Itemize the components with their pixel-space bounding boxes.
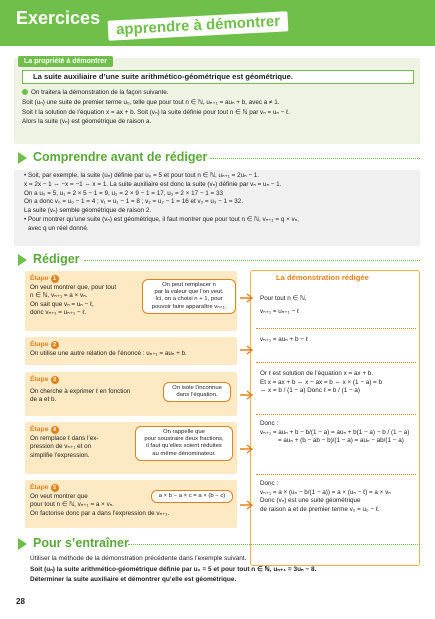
rediger-heading: Rédiger xyxy=(18,252,80,266)
step-5 xyxy=(25,480,237,528)
demo-divider xyxy=(256,474,416,475)
header-title: Exercices xyxy=(16,8,101,28)
demo-step-4: Donc : vₙ₊₁ = auₙ + b − b/(1 − a) = auₙ + b(1 − a) − b / (1 − a) = auₙ + (b − ab − b)/(1 − a) = auₙ − ab/(1 − a) xyxy=(260,420,410,445)
comprendre-line: On a u₀ = 5, u₁ = 2 × 5 − 1 = 9, u₂ = 2 × 9 − 1 = 17, u₃ = 2 × 17 − 1 = 33 xyxy=(24,189,223,197)
property-tag: La propriété à démontrer xyxy=(18,56,113,67)
comprendre-text xyxy=(24,172,416,234)
property-line: Soit ℓ la solution de l’équation x = ax + b. Soit (vₙ) la suite définie pour tout n ∈ ℕ par vₙ = uₙ − ℓ. xyxy=(22,108,290,116)
demo-divider xyxy=(256,414,416,415)
property-line: Alors la suite (vₙ) est géométrique de raison a. xyxy=(22,118,152,126)
comprendre-line: On a donc v₀ = u₀ − 1 = 4 ; v₁ = u₁ − 1 = 8 ; v₂ = u₂ − 1 = 16 et v₃ = u₃ − 1 = 32. xyxy=(24,198,244,206)
comprendre-line: La suite (vₙ) semble géométrique de raison 2. xyxy=(24,207,152,215)
demo-divider xyxy=(256,328,416,329)
property-line: Soit (uₙ) une suite de premier terme u₀, telle que pour tout n ∈ ℕ, uₙ₊₁ = auₙ + b, avec a ≠ 1. xyxy=(22,98,280,106)
demo-step-3: Or ℓ est solution de l’équation x = ax + b. Et x = ax + b ⇔ x − ax = b ⇔ x × (1 − a) = b ⇔ x = b / (1 − a) Donc ℓ = b / (1 − a) xyxy=(260,370,382,395)
step-1 xyxy=(25,271,237,331)
demo-step-1: Pour tout n ∈ ℕ, vₙ₊₁ = uₙ₊₁ − ℓ xyxy=(260,295,307,315)
triangle-icon xyxy=(18,254,27,266)
property-statement: La suite auxiliaire d’une suite arithmético-géométrique est géométrique. xyxy=(22,70,414,84)
step-text: On veut montrer que, pour tout n ∈ ℕ, vₙ₊₁ = a × vₙ. On sait que vₙ = uₙ − ℓ, donc vₙ₊₁ = uₙ₊₁ − ℓ. xyxy=(30,284,117,317)
arrow-icon xyxy=(240,500,254,510)
property-line: On traitera la démonstration de la façon suivante. xyxy=(22,88,414,98)
entrainer-exercise: Soit (uₙ) la suite arithmético-géométrique définie par u₀ = 5 et pour tout n ∈ ℕ, uₙ₊₁ = 3uₙ − 8. xyxy=(30,565,317,573)
demo-title: La démonstration rédigée xyxy=(276,273,369,282)
bullet-icon xyxy=(22,89,28,95)
step-3 xyxy=(25,372,237,416)
demo-step-2: vₙ₊₁ = auₙ + b − ℓ xyxy=(260,336,308,343)
comprendre-line: x = 2x − 1 ⇔ −x = −1 ⇔ x = 1. La suite auxiliaire est donc la suite (vₙ) définie par vₙ = uₙ − 1. xyxy=(24,180,282,188)
step-text: On veut montrer que pour tout n ∈ ℕ, vₙ₊₁ = a × vₙ. On factorise donc par a dans l’expression de vₙ₊₁. xyxy=(30,493,170,517)
entrainer-heading: Pour s’entraîner xyxy=(18,536,129,550)
step-label: Étape 3 xyxy=(30,376,59,384)
section-divider xyxy=(128,544,420,545)
section-divider xyxy=(84,260,420,261)
step-label: Étape 2 xyxy=(30,341,59,349)
arrow-icon xyxy=(240,390,254,400)
triangle-icon xyxy=(18,152,27,164)
arrow-icon xyxy=(240,293,254,303)
comprendre-line: • Soit, par exemple, la suite (uₙ) définie par u₀ = 5 et pour tout n ∈ ℕ, uₙ₊₁ = 2uₙ − 1. xyxy=(24,172,260,179)
step-note: On isole l’inconnue dans l’équation. xyxy=(163,382,231,402)
step-4 xyxy=(25,422,237,474)
entrainer-text xyxy=(30,554,418,586)
step-text: On utilise une autre relation de l’énoncé : uₙ₊₁ = auₙ + b. xyxy=(30,350,187,357)
triangle-icon xyxy=(18,538,27,550)
step-text: On cherche à exprimer ℓ en fonction de a et b. xyxy=(30,388,131,404)
comprendre-heading: Comprendre avant de rédiger xyxy=(18,150,207,164)
step-label: Étape 1 xyxy=(30,275,59,283)
demo-divider xyxy=(256,362,416,363)
header-subtitle: apprendre à démontrer xyxy=(107,10,290,42)
step-label: Étape 5 xyxy=(30,484,59,492)
arrow-icon xyxy=(240,444,254,454)
step-note: On rappelle que pour soustraire deux fractions, il faut qu’elles soient réduites au même dénominateur. xyxy=(135,426,233,461)
step-label: Étape 4 xyxy=(30,426,59,434)
step-2 xyxy=(25,337,237,365)
step-note: On peut remplacer n par la valeur que l’on veut. Ici, on a choisi n + 1, pour pouvoir faire apparaître vₙ₊₁. xyxy=(142,279,236,314)
section-divider xyxy=(210,158,420,159)
page-number: 28 xyxy=(16,597,25,606)
comprendre-line: • Pour montrer qu’une suite (vₙ) est géométrique, il faut montrer que pour tout n ∈ ℕ, vₙ₊₁ = q × vₙ, xyxy=(24,215,299,223)
page-header xyxy=(0,0,435,46)
step-text: On remplace ℓ dans l’ex- pression de vₙ₊₁ et on simplifie l’expression. xyxy=(30,435,99,459)
property-text xyxy=(22,88,414,127)
comprendre-line: avec q un réel donné. xyxy=(28,224,89,232)
entrainer-exercise: Déterminer la suite auxiliaire et démontrer qu’elle est géométrique. xyxy=(30,576,237,583)
entrainer-intro: Utiliser la méthode de la démonstration précédente dans l’exemple suivant. xyxy=(30,555,247,562)
arrow-icon xyxy=(240,345,254,355)
demo-step-5: Donc : vₙ₊₁ = a × (uₙ − b/(1 − a)) = a × (uₙ − ℓ) = a × vₙ Donc (vₙ) est une suite géométrique de raison a et de premier terme v₀ = u₀ − ℓ. xyxy=(260,480,391,513)
step-note: a × b − a × c = a × (b − c) xyxy=(151,490,233,503)
